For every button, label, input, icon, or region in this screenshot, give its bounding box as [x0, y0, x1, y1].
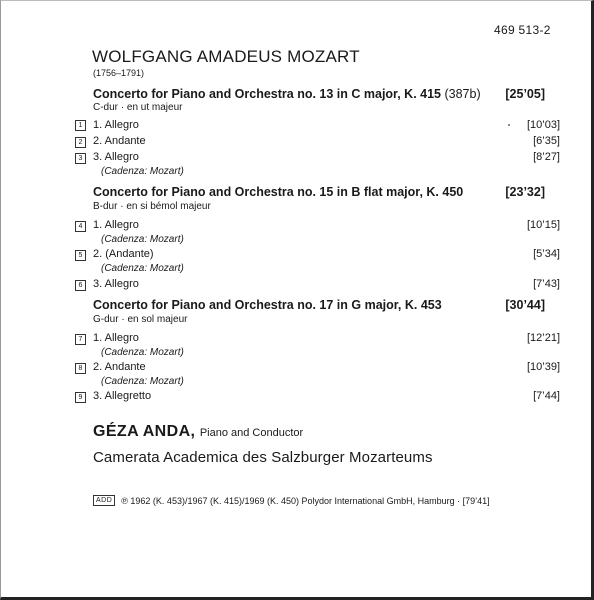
work-title [93, 298, 442, 312]
track-title: 2. Andante [93, 135, 146, 147]
track-number: 3 [75, 153, 86, 164]
track-number: 4 [75, 221, 86, 232]
track-title: 1. Allegro [93, 219, 139, 231]
track-cadenza: (Cadenza: Mozart) [101, 376, 184, 387]
track-title: 1. Allegro [93, 332, 139, 344]
performer-name: GÉZA ANDA, [93, 423, 196, 440]
work-title-text: Concerto for Piano and Orchestra no. 13 in C major, K. 415 [93, 87, 442, 101]
track-title: 2. Andante [93, 361, 146, 373]
track-title: 3. Allegro [93, 278, 139, 290]
composer-name: WOLFGANG AMADEUS MOZART [92, 47, 360, 66]
track-duration: [8’27] [533, 151, 560, 163]
track-cadenza: (Cadenza: Mozart) [101, 347, 184, 358]
track-cadenza: (Cadenza: Mozart) [101, 166, 184, 177]
work-title-text: Concerto for Piano and Orchestra no. 17 in G major, K. 453 [93, 298, 442, 312]
composer-dates: (1756–1791) [93, 68, 145, 78]
track-cadenza: (Cadenza: Mozart) [101, 234, 184, 245]
track-duration: [7’44] [533, 390, 560, 402]
track-title: 3. Allegro [93, 151, 139, 163]
performer [93, 423, 303, 441]
work-subtitle: C-dur · en ut majeur [93, 102, 183, 113]
track-duration: [10’39] [526, 361, 560, 373]
add-badge: ADD [93, 495, 115, 506]
track-title: 1. Allegro [93, 119, 139, 131]
track-duration: [6’35] [533, 135, 560, 147]
performer-role: Piano and Conductor [199, 427, 304, 439]
track-number: 6 [75, 280, 86, 291]
track-number: 8 [75, 363, 86, 374]
work-subtitle: B-dur · en si bémol majeur [93, 201, 211, 212]
work-duration: [23’32] [505, 185, 545, 199]
track-cadenza: (Cadenza: Mozart) [101, 263, 184, 274]
track-duration: [10’03] [526, 119, 560, 131]
work-title [93, 87, 481, 101]
work-subtitle: G-dur · en sol majeur [93, 314, 188, 325]
speck-mark [508, 124, 510, 126]
track-duration: [12’21] [526, 332, 560, 344]
work-title-extra: (387b) [441, 87, 481, 101]
orchestra-name: Camerata Academica des Salzburger Mozarteums [93, 449, 433, 466]
work-title-text: Concerto for Piano and Orchestra no. 15 in B flat major, K. 450 [93, 185, 464, 199]
recording-info [93, 495, 490, 506]
track-duration: [10’15] [526, 219, 560, 231]
recording-credits: ℗ 1962 (K. 453)/1967 (K. 415)/1969 (K. 450) Polydor International GmbH, Hamburg · [79’41] [121, 495, 490, 506]
work-duration: [25’05] [505, 87, 545, 101]
track-number: 7 [75, 334, 86, 345]
track-number: 1 [75, 120, 86, 131]
track-duration: [7’43] [533, 278, 560, 290]
work-title [93, 185, 463, 199]
track-duration: [5’34] [533, 248, 560, 260]
track-title: 3. Allegretto [93, 390, 152, 402]
track-number: 2 [75, 137, 86, 148]
work-duration: [30’44] [505, 298, 545, 312]
track-title: 2. (Andante) [93, 248, 154, 260]
track-number: 5 [75, 250, 86, 261]
track-number: 9 [75, 392, 86, 403]
catalog-number: 469 513-2 [494, 23, 551, 37]
